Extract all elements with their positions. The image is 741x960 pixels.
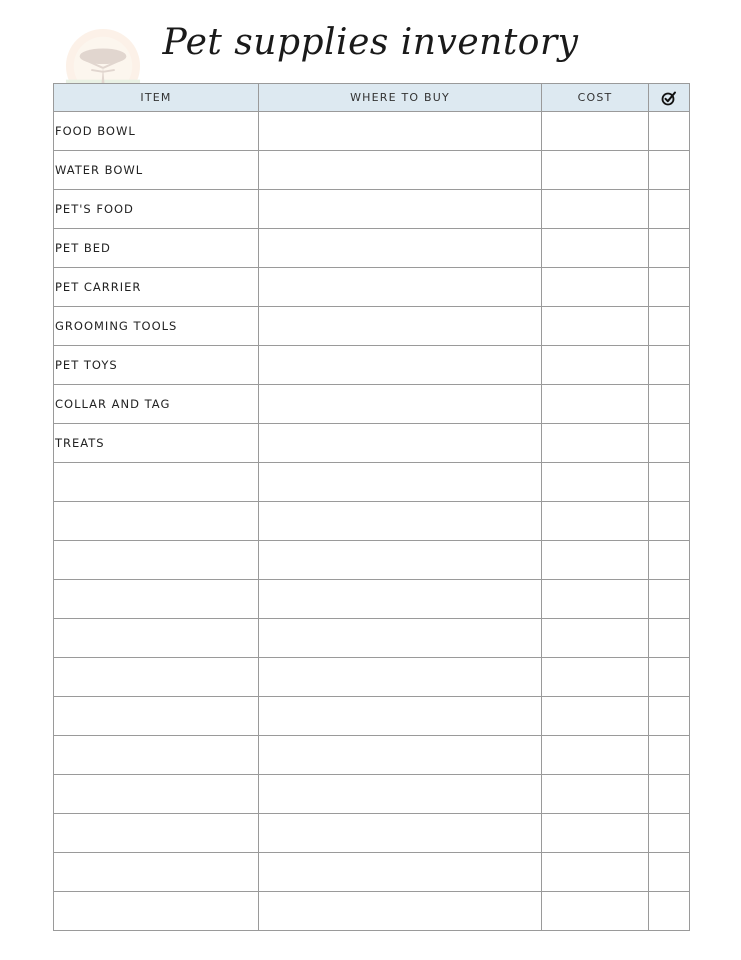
- where-to-buy-cell[interactable]: [259, 775, 542, 814]
- item-cell[interactable]: [54, 541, 259, 580]
- table-row: [54, 736, 690, 775]
- item-label: [54, 631, 55, 645]
- where-to-buy-cell[interactable]: [259, 112, 542, 151]
- item-cell[interactable]: [54, 424, 259, 463]
- cost-cell[interactable]: [542, 541, 649, 580]
- table-row: [54, 346, 690, 385]
- checkbox-cell[interactable]: [649, 892, 690, 931]
- checkbox-cell[interactable]: [649, 346, 690, 385]
- column-header-cost: COST: [542, 84, 649, 112]
- table-row: [54, 853, 690, 892]
- checkbox-cell[interactable]: [649, 112, 690, 151]
- where-to-buy-cell[interactable]: [259, 736, 542, 775]
- where-to-buy-cell[interactable]: [259, 151, 542, 190]
- checkbox-cell[interactable]: [649, 190, 690, 229]
- item-cell[interactable]: [54, 151, 259, 190]
- table-row: [54, 502, 690, 541]
- where-to-buy-cell[interactable]: [259, 814, 542, 853]
- where-to-buy-cell[interactable]: [259, 346, 542, 385]
- table-row: [54, 463, 690, 502]
- item-label: [54, 748, 55, 762]
- item-label: [54, 592, 55, 606]
- checkbox-cell[interactable]: [649, 385, 690, 424]
- cost-cell[interactable]: [542, 775, 649, 814]
- checkbox-cell[interactable]: [649, 814, 690, 853]
- item-cell[interactable]: [54, 190, 259, 229]
- table-row: [54, 229, 690, 268]
- item-cell[interactable]: [54, 580, 259, 619]
- check-circle-icon: [661, 90, 677, 106]
- item-cell[interactable]: [54, 112, 259, 151]
- item-label: FOOD BOWL: [55, 124, 136, 138]
- item-label: COLLAR AND TAG: [55, 397, 171, 411]
- where-to-buy-cell[interactable]: [259, 424, 542, 463]
- item-cell[interactable]: [54, 658, 259, 697]
- item-label: PET BED: [55, 241, 111, 255]
- where-to-buy-cell[interactable]: [259, 580, 542, 619]
- where-to-buy-cell[interactable]: [259, 190, 542, 229]
- checkbox-cell[interactable]: [649, 502, 690, 541]
- item-cell[interactable]: [54, 892, 259, 931]
- checkbox-cell[interactable]: [649, 424, 690, 463]
- item-label: WATER BOWL: [55, 163, 144, 177]
- item-label: TREATS: [55, 436, 105, 450]
- cost-cell[interactable]: [542, 268, 649, 307]
- checkbox-cell[interactable]: [649, 151, 690, 190]
- table-header-row: [54, 84, 690, 112]
- inventory-table: [53, 83, 690, 931]
- cost-cell[interactable]: [542, 229, 649, 268]
- checkbox-cell[interactable]: [649, 658, 690, 697]
- item-cell[interactable]: [54, 814, 259, 853]
- where-to-buy-cell[interactable]: [259, 541, 542, 580]
- checkbox-cell[interactable]: [649, 619, 690, 658]
- where-to-buy-cell[interactable]: [259, 619, 542, 658]
- item-cell[interactable]: [54, 697, 259, 736]
- item-label: [54, 865, 55, 879]
- checkbox-cell[interactable]: [649, 697, 690, 736]
- page-title: Pet supplies inventory: [162, 22, 579, 63]
- table-row: [54, 580, 690, 619]
- cost-cell[interactable]: [542, 697, 649, 736]
- item-label: [54, 904, 55, 918]
- table-row: [54, 190, 690, 229]
- item-cell[interactable]: [54, 619, 259, 658]
- cost-cell[interactable]: [542, 736, 649, 775]
- where-to-buy-cell[interactable]: [259, 229, 542, 268]
- checkbox-cell[interactable]: [649, 541, 690, 580]
- cost-cell[interactable]: [542, 619, 649, 658]
- item-cell[interactable]: [54, 775, 259, 814]
- item-cell[interactable]: [54, 268, 259, 307]
- item-label: [54, 553, 55, 567]
- item-cell[interactable]: [54, 502, 259, 541]
- item-label: [54, 826, 55, 840]
- cost-cell[interactable]: [542, 346, 649, 385]
- cost-cell[interactable]: [542, 814, 649, 853]
- where-to-buy-cell[interactable]: [259, 307, 542, 346]
- table-row: [54, 112, 690, 151]
- cost-cell[interactable]: [542, 112, 649, 151]
- where-to-buy-cell[interactable]: [259, 853, 542, 892]
- item-label: PET'S FOOD: [55, 202, 134, 216]
- cost-cell[interactable]: [542, 580, 649, 619]
- cost-cell[interactable]: [542, 424, 649, 463]
- cost-cell[interactable]: [542, 385, 649, 424]
- item-cell[interactable]: [54, 853, 259, 892]
- table-row: [54, 385, 690, 424]
- item-label: GROOMING TOOLS: [55, 319, 178, 333]
- cost-cell[interactable]: [542, 190, 649, 229]
- table-row: [54, 268, 690, 307]
- cost-cell[interactable]: [542, 463, 649, 502]
- cost-cell[interactable]: [542, 853, 649, 892]
- where-to-buy-cell[interactable]: [259, 658, 542, 697]
- column-header-where-to-buy: WHERE TO BUY: [259, 84, 542, 112]
- checkbox-cell[interactable]: [649, 463, 690, 502]
- table-row: [54, 697, 690, 736]
- item-label: [54, 514, 55, 528]
- cost-cell[interactable]: [542, 892, 649, 931]
- table-row: [54, 307, 690, 346]
- item-cell[interactable]: [54, 229, 259, 268]
- column-header-item: ITEM: [54, 84, 259, 112]
- item-cell[interactable]: [54, 463, 259, 502]
- where-to-buy-cell[interactable]: [259, 697, 542, 736]
- where-to-buy-cell[interactable]: [259, 502, 542, 541]
- table-row: [54, 892, 690, 931]
- checkbox-cell[interactable]: [649, 229, 690, 268]
- where-to-buy-cell[interactable]: [259, 892, 542, 931]
- where-to-buy-cell[interactable]: [259, 385, 542, 424]
- item-cell[interactable]: [54, 307, 259, 346]
- table-row: [54, 814, 690, 853]
- item-label: [54, 475, 55, 489]
- checkbox-cell[interactable]: [649, 775, 690, 814]
- checkbox-cell[interactable]: [649, 736, 690, 775]
- item-label: [54, 709, 55, 723]
- where-to-buy-cell[interactable]: [259, 268, 542, 307]
- checkbox-cell[interactable]: [649, 580, 690, 619]
- cost-cell[interactable]: [542, 151, 649, 190]
- checkbox-cell[interactable]: [649, 307, 690, 346]
- cost-cell[interactable]: [542, 307, 649, 346]
- table-row: [54, 151, 690, 190]
- checkbox-cell[interactable]: [649, 268, 690, 307]
- where-to-buy-cell[interactable]: [259, 463, 542, 502]
- cost-cell[interactable]: [542, 658, 649, 697]
- item-cell[interactable]: [54, 736, 259, 775]
- table-row: [54, 541, 690, 580]
- table-row: [54, 658, 690, 697]
- item-label: PET TOYS: [55, 358, 118, 372]
- item-label: PET CARRIER: [55, 280, 142, 294]
- item-label: [54, 787, 55, 801]
- table-row: [54, 424, 690, 463]
- table-row: [54, 619, 690, 658]
- item-cell[interactable]: [54, 346, 259, 385]
- item-cell[interactable]: [54, 385, 259, 424]
- cost-cell[interactable]: [542, 502, 649, 541]
- checkbox-cell[interactable]: [649, 853, 690, 892]
- table-row: [54, 775, 690, 814]
- column-header-check: [649, 84, 690, 112]
- item-label: [54, 670, 55, 684]
